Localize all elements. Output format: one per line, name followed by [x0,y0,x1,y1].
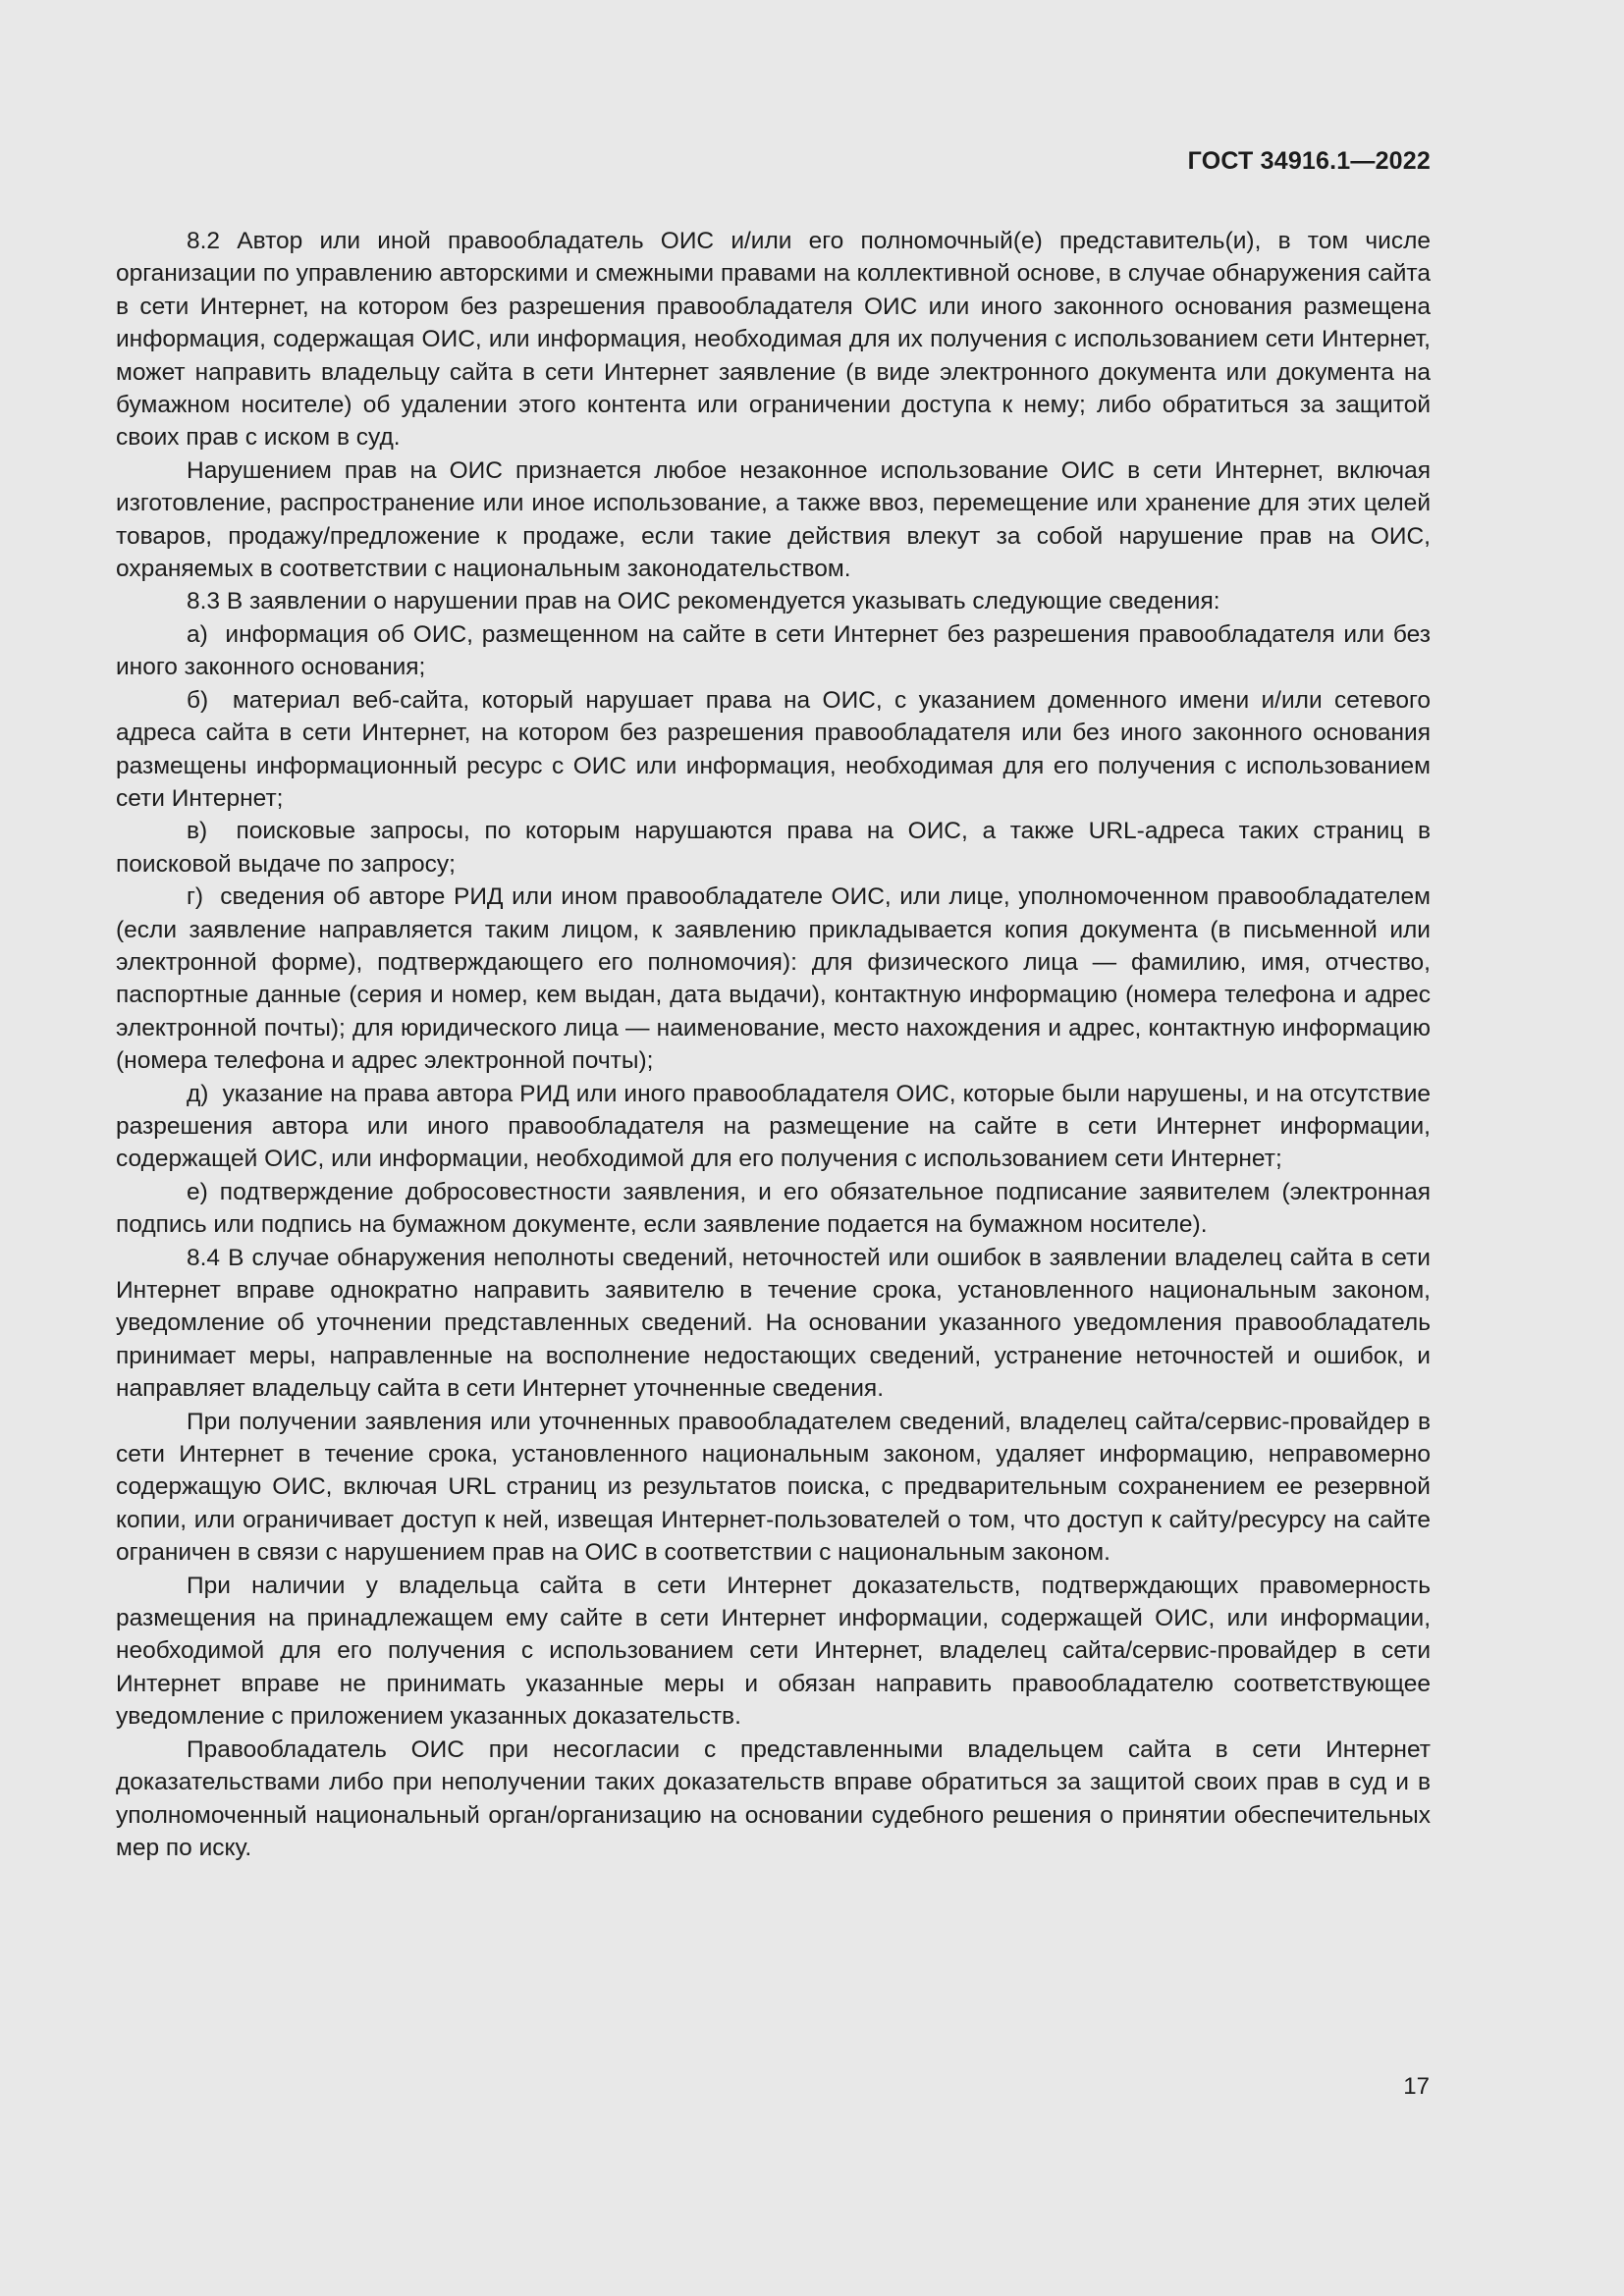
document-body [116,225,1431,1864]
paragraph-removal-procedure: При получении заявления или уточненных правообладателем сведений, владелец сайта/сервис-провайдер в сети Интернет в течение срока, установленного национальным законом, удаляет информацию, неправомерно содержащую ОИС, включая URL страниц из результатов поиска, с предварительным сохранением ее резервной копии, или ограничивает доступ к ней, извещая Интернет-пользователей о том, что доступ к сайту/ресурсу на сайте ограничен в связи с нарушением прав на ОИС в соответствии с национальным законом. [116,1408,1431,1567]
paragraph-infringement-definition: Нарушением прав на ОИС признается любое незаконное использование ОИС в сети Интернет, включая изготовление, распространение или иное использование, а также ввоз, перемещение или хранение для этих целей товаров, продажу/предложение к продаже, если такие действия влекут за собой нарушение прав на ОИС, охраняемых в соответствии с национальным законодательством. [116,456,1431,583]
page-number: 17 [1403,2073,1430,2100]
paragraph-8-2: 8.2 Автор или иной правообладатель ОИС и/или его полномочный(е) представитель(и), в том числе организации по управлению авторскими и смежными правами на коллективной основе, в случае обнаружения сайта в сети Интернет, на котором без разрешения правообладателя ОИС или иного законного основания размещена информация, содержащая ОИС, или информация, необходимая для их получения с использованием сети Интернет, может направить владельцу сайта в сети Интернет заявление (в виде электронного документа или документа на бумажном носителе) об удалении этого контента или ограничении доступа к нему; либо обратиться за защитой своих прав с иском в суд. [116,228,1431,452]
paragraph-8-4: 8.4 В случае обнаружения неполноты сведений, неточностей или ошибок в заявлении владелец сайта в сети Интернет вправе однократно направить заявителю в течение срока, установленного национальным законом, уведомление об уточнении представленных сведений. На основании указанного уведомления правообладатель принимает меры, направленные на восполнение недостающих сведений, устранение неточностей и ошибок, и направляет владельцу сайта в сети Интернет уточненные сведения. [116,1244,1431,1403]
list-item-d: д) указание на права автора РИД или иного правообладателя ОИС, которые были нарушены, и на отсутствие разрешения автора или иного правообладателя на размещение на сайте в сети Интернет информации, содержащей ОИС, или информации, необходимой для его получения с использованием сети Интернет; [116,1080,1431,1173]
list-item-v: в) поисковые запросы, по которым нарушаются права на ОИС, а также URL-адреса таких страниц в поисковой выдаче по запросу; [116,818,1431,878]
standard-header: ГОСТ 34916.1—2022 [1187,147,1431,175]
list-item-e: е) подтверждение добросовестности заявления, и его обязательное подписание заявителем (электронная подпись или подпись на бумажном документе, если заявление подается на бумажном носителе). [116,1178,1431,1239]
paragraph-evidence-of-lawfulness: При наличии у владельца сайта в сети Интернет доказательств, подтверждающих правомерность размещения на принадлежащем ему сайте в сети Интернет информации, содержащей ОИС, или информации, необходимой для его получения с использованием сети Интернет, владелец сайта/сервис-провайдер в сети Интернет вправе не принимать указанные меры и обязан направить правообладателю соответствующее уведомление с приложением указанных доказательств. [116,1572,1431,1731]
list-item-a: а) информация об ОИС, размещенном на сайте в сети Интернет без разрешения правообладателя или без иного законного основания; [116,620,1431,681]
list-item-b: б) материал веб-сайта, который нарушает права на ОИС, с указанием доменного имени и/или сетевого адреса сайта в сети Интернет, на котором без разрешения правообладателя или без иного законного основания размещены информационный ресурс с ОИС или информация, необходимая для его получения с использованием сети Интернет; [116,686,1431,812]
paragraph-court-recourse: Правообладатель ОИС при несогласии с представленными владельцем сайта в сети Интернет доказательствами либо при неполучении таких доказательств вправе обратиться за защитой своих прав в суд и в уполномоченный национальный орган/организацию на основании судебного решения о принятии обеспечительных мер по иску. [116,1735,1431,1861]
paragraph-8-3: 8.3 В заявлении о нарушении прав на ОИС рекомендуется указывать следующие сведения: [187,588,1220,615]
list-item-g: г) сведения об авторе РИД или ином правообладателе ОИС, или лице, уполномоченном правообладателем (если заявление направляется таким лицом, к заявлению прикладывается копия документа (в письменной или электронной форме), подтверждающего его полномочия): для физического лица — фамилию, имя, отчество, паспортные данные (серия и номер, кем выдан, дата выдачи), контактную информацию (номера телефона и адрес электронной почты); для юридического лица — наименование, место нахождения и адрес, контактную информацию (номера телефона и адрес электронной почты); [116,883,1431,1075]
